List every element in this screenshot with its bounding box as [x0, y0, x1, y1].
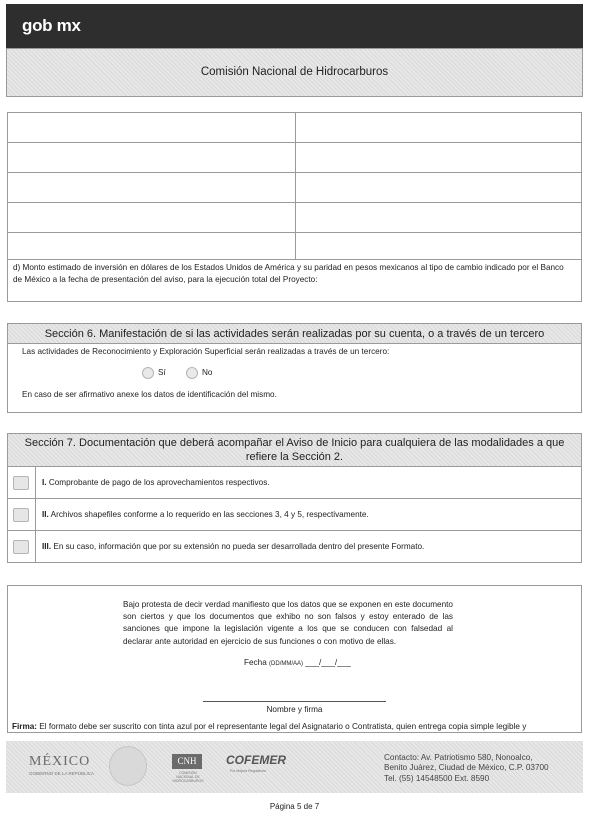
document-row: [8, 531, 581, 563]
firma-text: El formato debe ser suscrito con tinta azul por el representante legal del Asignatario o Contratista, quien entrega copia simple legible y: [37, 722, 527, 731]
row-number: II.: [42, 510, 49, 519]
document-row-text: [42, 478, 270, 487]
contact-line: Benito Juárez, Ciudad de México, C.P. 03700: [384, 763, 549, 773]
date-blank: ___/___/___: [303, 658, 351, 667]
checkbox-cell: [8, 531, 36, 563]
declaration-box: [7, 585, 582, 733]
date-field[interactable]: [244, 658, 351, 667]
radio-yes-label: Sí: [158, 368, 166, 377]
section-6: [7, 323, 582, 413]
table-column-divider: [295, 113, 296, 259]
mexico-logo: MÉXICO: [29, 754, 91, 769]
section-7-title: Sección 7. Documentación que deberá acompañar el Aviso de Inicio para cualquiera de las modalidades a que refiere la Sección 2.: [8, 434, 581, 467]
section-6-question: Las actividades de Reconocimiento y Exploración Superficial serán realizadas a través de un tercero:: [22, 347, 390, 356]
firma-label: Firma:: [12, 722, 38, 731]
cofemer-logo-subtitle: Por Mejora Regulatoria: [230, 769, 266, 773]
contact-info: [384, 753, 549, 784]
date-format: (DD/MM/AA): [269, 661, 304, 667]
signature-line[interactable]: [203, 701, 386, 702]
agency-name: Comisión Nacional de Hidrocarburos: [200, 66, 389, 78]
checkbox-cell: [8, 499, 36, 530]
cofemer-logo: COFEMER: [226, 753, 286, 767]
checkbox-1[interactable]: [13, 476, 29, 490]
gobmx-logo: gob mx: [22, 16, 81, 35]
document-row-text: [42, 542, 424, 551]
date-label: Fecha: [244, 658, 270, 667]
row-label: Archivos shapefiles conforme a lo requerido en las secciones 3, 4 y 5, respectivamente.: [48, 510, 369, 519]
agency-banner: [6, 48, 583, 97]
row-label: En su caso, información que por su extensión no pueda ser desarrollada dentro del presente Formato.: [51, 542, 425, 551]
checkbox-cell: [8, 467, 36, 498]
radio-no-label: No: [202, 368, 213, 377]
row-number: I.: [42, 478, 47, 487]
footer: [6, 741, 583, 793]
checkbox-3[interactable]: [13, 540, 29, 554]
section-6-title: Sección 6. Manifestación de si las actividades serán realizadas por su cuenta, o a través de un tercero: [8, 324, 581, 344]
document-row: [8, 467, 581, 499]
firma-note: [12, 722, 578, 731]
item-d-box[interactable]: [7, 260, 582, 302]
document-row-text: [42, 510, 369, 519]
declaration-text: Bajo protesta de decir verdad manifiesto que los datos que se exponen en este documento son ciertos y que los documentos que exhibo no son falsos y estoy enterado de las sanciones que impone la legislación vigente a los que se conducen con falsedad al declarar ante autoridad en ejercicio de sus funciones o con motivo de ellas.: [123, 600, 453, 646]
document-row: [8, 499, 581, 531]
section-7: [7, 433, 582, 563]
item-d-text: d) Monto estimado de inversión en dólares de los Estados Unidos de América y su paridad en pesos mexicanos al tipo de cambio indicado por el Banco de México a la fecha de presentación del aviso, para la ejecución total del Proyecto:: [13, 263, 564, 284]
section-6-note: En caso de ser afirmativo anexe los datos de identificación del mismo.: [22, 390, 277, 399]
radio-yes[interactable]: [142, 367, 154, 379]
checkbox-2[interactable]: [13, 508, 29, 522]
cnh-logo: CNH: [172, 754, 202, 769]
cnh-logo-subtitle: COMISIÓN NACIONAL DE HIDROCARBUROS: [172, 771, 204, 783]
radio-no[interactable]: [186, 367, 198, 379]
mexico-logo-subtitle: GOBIERNO DE LA REPÚBLICA: [29, 771, 95, 776]
contact-line: Tel. (55) 14548500 Ext. 8590: [384, 773, 490, 783]
contact-line: Contacto: Av. Patriotismo 580, Nonoalco,: [384, 753, 533, 762]
row-label: Comprobante de pago de los aprovechamientos respectivos.: [46, 478, 270, 487]
eagle-seal-icon: [109, 746, 147, 786]
page-number: Página 5 de 7: [269, 802, 320, 811]
investment-table: [7, 112, 582, 260]
signature-label: Nombre y firma: [266, 705, 323, 714]
row-number: III.: [42, 542, 52, 551]
top-bar: [6, 4, 583, 48]
